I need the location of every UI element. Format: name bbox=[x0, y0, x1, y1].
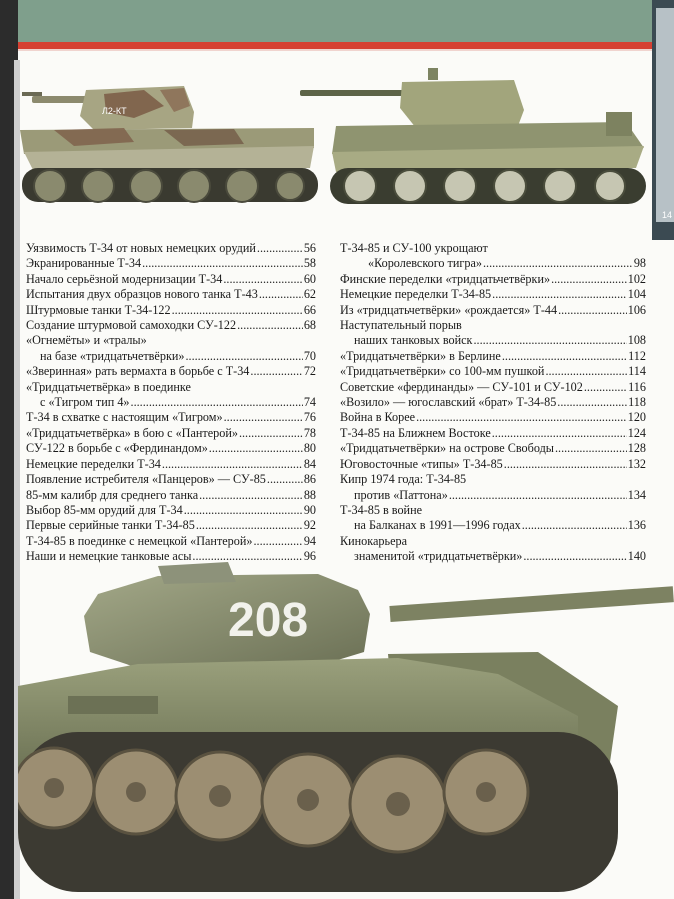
toc-entry-title: Выбор 85-мм орудий для Т-34 bbox=[26, 502, 183, 517]
side-photo bbox=[656, 8, 674, 222]
toc-entry-page: 80 bbox=[303, 441, 316, 456]
tank-number: 208 bbox=[228, 594, 309, 647]
toc-entry-title: Из «тридцатьчетвёрки» «рождается» Т-44 bbox=[340, 302, 558, 317]
toc-entry-title: Испытания двух образцов нового танка Т-43 bbox=[26, 287, 258, 302]
toc-entry-title: Т-34 в схватке с настоящим «Тигром» bbox=[26, 410, 223, 425]
red-divider-line bbox=[0, 42, 674, 49]
toc-entry-title: Наши и немецкие танковые асы bbox=[26, 549, 192, 564]
toc-entry[interactable] bbox=[26, 256, 316, 271]
toc-entry-title: Т-34-85 в поединке с немецкой «Пантерой» bbox=[26, 533, 253, 548]
toc-entry-title: Советские «фердинанды» — СУ-101 и СУ-102 bbox=[340, 379, 583, 394]
toc-entry-page: 66 bbox=[303, 302, 316, 317]
toc-entry-title: Немецкие переделки Т-34-85 bbox=[340, 287, 492, 302]
tank-illustration-camo bbox=[14, 72, 320, 212]
toc-entry-title: с «Тигром тип 4» bbox=[40, 395, 130, 410]
toc-entry[interactable] bbox=[340, 488, 646, 503]
toc-entry[interactable] bbox=[26, 364, 316, 379]
toc-entry-page: 120 bbox=[627, 410, 646, 425]
toc-entry-page: 132 bbox=[627, 456, 646, 471]
toc-entry[interactable] bbox=[340, 303, 646, 318]
toc-entry-page: 78 bbox=[303, 425, 316, 440]
toc-entry[interactable] bbox=[26, 488, 316, 503]
toc-entry-page: 134 bbox=[627, 487, 646, 502]
divider-highlight bbox=[0, 49, 674, 51]
toc-entry-page: 74 bbox=[303, 395, 316, 410]
toc-entry[interactable] bbox=[26, 518, 316, 533]
top-color-band bbox=[0, 0, 674, 42]
toc-entry-first-line[interactable]: Т-34-85 и СУ-100 укрощают bbox=[340, 241, 488, 255]
toc-entry[interactable] bbox=[26, 503, 316, 518]
toc-entry[interactable] bbox=[340, 410, 646, 425]
toc-entry-first-line[interactable]: «Тридцатьчетвёрка» в поединке bbox=[26, 379, 191, 394]
toc-entry-title: Немецкие переделки Т-34 bbox=[26, 456, 161, 471]
toc-entry-page: 92 bbox=[303, 518, 316, 533]
toc-entry[interactable] bbox=[26, 272, 316, 287]
toc-entry[interactable] bbox=[340, 272, 646, 287]
toc-entry-page: 60 bbox=[303, 271, 316, 286]
toc-entry-title: Штурмовые танки Т-34-122 bbox=[26, 302, 171, 317]
toc-entry[interactable] bbox=[26, 457, 316, 472]
toc-entry-page: 86 bbox=[303, 472, 316, 487]
toc-entry[interactable] bbox=[26, 472, 316, 487]
toc-entry[interactable] bbox=[26, 426, 316, 441]
toc-entry-page: 104 bbox=[627, 287, 646, 302]
toc-entry-title: «Тридцатьчетвёрки» в Берлине bbox=[340, 348, 501, 363]
toc-entry-page: 112 bbox=[628, 348, 646, 363]
toc-entry[interactable] bbox=[340, 518, 646, 533]
toc-entry-page: 108 bbox=[627, 333, 646, 348]
toc-entry-page: 94 bbox=[303, 533, 316, 548]
toc-entry-first-line[interactable]: «Огнемёты» и «тралы» bbox=[26, 333, 147, 348]
toc-entry[interactable] bbox=[340, 441, 646, 456]
toc-entry-title: «Королевского тигра» bbox=[368, 256, 482, 271]
toc-entry[interactable] bbox=[26, 441, 316, 456]
toc-entry-title: «Тридцатьчетвёрка» в бою с «Пантерой» bbox=[26, 425, 238, 440]
toc-entry[interactable] bbox=[340, 287, 646, 302]
toc-entry-title: Создание штурмовой самоходки СУ-122 bbox=[26, 318, 237, 333]
toc-entry[interactable] bbox=[26, 303, 316, 318]
toc-entry[interactable] bbox=[26, 287, 316, 302]
toc-entry[interactable] bbox=[340, 426, 646, 441]
tank-marking: Л2-КТ bbox=[102, 106, 127, 116]
toc-right-column bbox=[340, 241, 646, 565]
toc-entry[interactable] bbox=[340, 364, 646, 379]
toc-entry[interactable] bbox=[26, 349, 316, 364]
toc-entry-title: Уязвимость Т-34 от новых немецких орудий bbox=[26, 241, 256, 255]
toc-entry-title: знаменитой «тридцатьчетвёрки» bbox=[354, 549, 523, 564]
toc-entry-title: «Зверинная» рать вермахта в борьбе с Т-34 bbox=[26, 364, 250, 379]
toc-entry[interactable] bbox=[26, 241, 316, 256]
toc-entry-title: Т-34-85 на Ближнем Востоке bbox=[340, 425, 491, 440]
toc-entry-first-line[interactable]: Кипр 1974 года: Т-34-85 bbox=[340, 472, 467, 487]
toc-entry-page: 102 bbox=[627, 271, 646, 286]
toc-entry-page: 114 bbox=[628, 364, 646, 379]
toc-entry-page: 56 bbox=[303, 241, 316, 255]
toc-entry[interactable] bbox=[340, 333, 646, 348]
toc-entry-title: против «Паттона» bbox=[354, 487, 448, 502]
toc-entry[interactable] bbox=[26, 318, 316, 333]
toc-entry-page: 124 bbox=[627, 425, 646, 440]
toc-entry-title: Экранированные Т-34 bbox=[26, 256, 142, 271]
toc-entry-title: на Балканах в 1991—1996 годах bbox=[354, 518, 521, 533]
toc-entry-title: Начало серьёзной модернизации Т-34 bbox=[26, 271, 223, 286]
toc-entry-page: 140 bbox=[627, 549, 646, 564]
toc-entry-page: 76 bbox=[303, 410, 316, 425]
toc-entry-title: «Тридцатьчетвёрки» со 100-мм пушкой bbox=[340, 364, 545, 379]
toc-entry-page: 116 bbox=[628, 379, 646, 394]
toc-entry-title: Юговосточные «типы» Т-34-85 bbox=[340, 456, 503, 471]
toc-entry[interactable] bbox=[340, 395, 646, 410]
toc-entry[interactable] bbox=[26, 410, 316, 425]
toc-entry[interactable] bbox=[26, 534, 316, 549]
tank-photo-208 bbox=[18, 556, 674, 899]
toc-entry-page: 118 bbox=[628, 395, 646, 410]
side-strip-label: 14 bbox=[662, 210, 673, 220]
toc-entry-title: «Тридцатьчетвёрки» на острове Свободы bbox=[340, 441, 554, 456]
toc-left-column bbox=[26, 241, 316, 565]
toc-entry-first-line[interactable]: Т-34-85 в войне bbox=[340, 502, 423, 517]
toc-entry-title: «Возило» — югославский «брат» Т-34-85 bbox=[340, 395, 557, 410]
toc-entry-page: 88 bbox=[303, 487, 316, 502]
toc-entry-page: 72 bbox=[303, 364, 316, 379]
toc-entry-first-line[interactable]: Кинокарьера bbox=[340, 533, 407, 548]
toc-entry-title: Война в Корее bbox=[340, 410, 416, 425]
toc-entry[interactable] bbox=[340, 457, 646, 472]
tank-illustration-green bbox=[296, 64, 652, 210]
toc-entry-page: 136 bbox=[627, 518, 646, 533]
toc-entry-page: 68 bbox=[303, 318, 316, 333]
toc-entry-title: 85-мм калибр для среднего танка bbox=[26, 487, 199, 502]
toc-entry[interactable] bbox=[26, 395, 316, 410]
toc-entry-page: 106 bbox=[627, 302, 646, 317]
toc-entry[interactable] bbox=[340, 349, 646, 364]
toc-entry[interactable] bbox=[340, 380, 646, 395]
toc-entry-title: Финские переделки «тридцатьчетвёрки» bbox=[340, 271, 551, 286]
toc-entry-page: 98 bbox=[633, 256, 646, 271]
toc-entry-title: Появление истребителя «Панцеров» — СУ-85 bbox=[26, 472, 266, 487]
toc-entry-page: 70 bbox=[303, 348, 316, 363]
toc-entry-first-line[interactable]: Наступательный порыв bbox=[340, 318, 462, 333]
toc-entry-title: на базе «тридцатьчетвёрки» bbox=[40, 348, 185, 363]
toc-entry[interactable] bbox=[340, 256, 646, 271]
toc-entry-page: 96 bbox=[303, 549, 316, 564]
toc-entry-page: 90 bbox=[303, 502, 316, 517]
toc-entry-page: 62 bbox=[303, 287, 316, 302]
toc-entry-page: 58 bbox=[303, 256, 316, 271]
toc-entry-title: наших танковых войск bbox=[354, 333, 473, 348]
toc-entry-page: 84 bbox=[303, 456, 316, 471]
toc-entry-title: Первые серийные танки Т-34-85 bbox=[26, 518, 195, 533]
toc-entry-page: 128 bbox=[627, 441, 646, 456]
toc-entry-title: СУ-122 в борьбе с «Фердинандом» bbox=[26, 441, 208, 456]
